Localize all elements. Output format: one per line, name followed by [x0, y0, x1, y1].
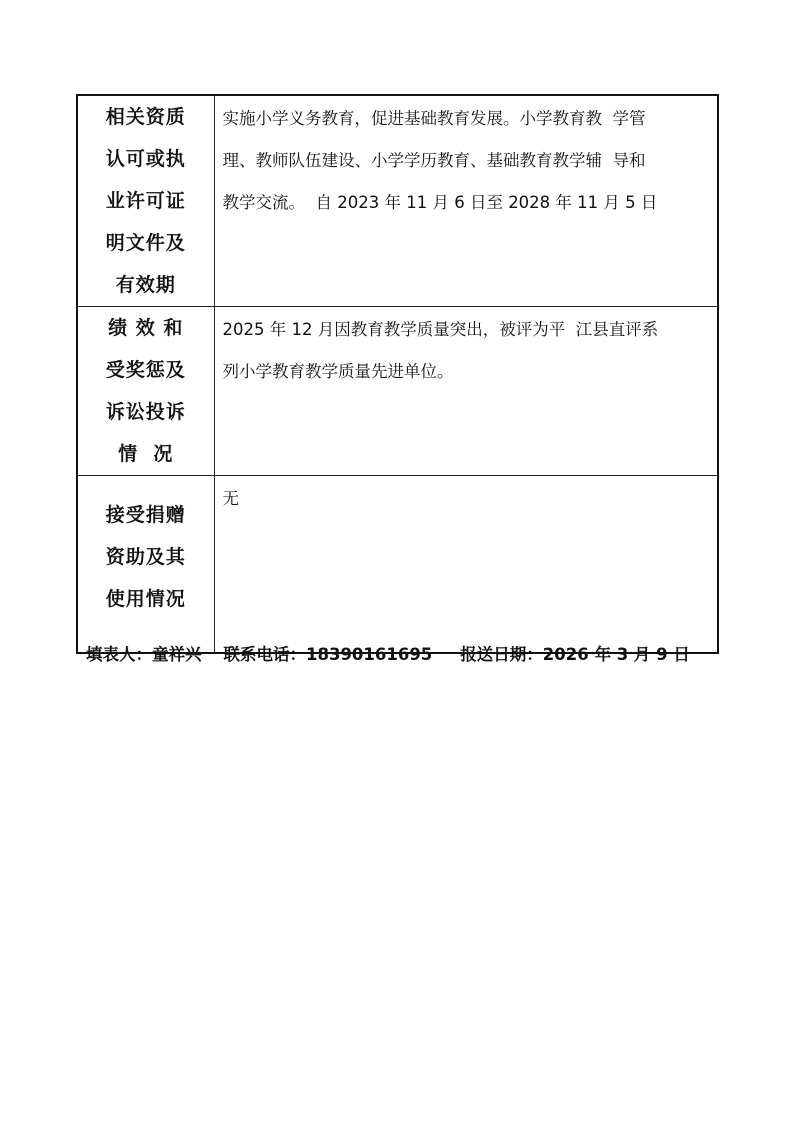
content-line: 教学交流。 自 2023 年 11 月 6 日至 2028 年 11 月 5 日 [222, 193, 658, 212]
content-cell-qualification [214, 95, 718, 307]
label-line: 接受捐赠 [105, 504, 186, 526]
label-line: 受奖惩及 [105, 359, 186, 381]
content-line: 无 [222, 489, 239, 508]
label-cell-donations [77, 476, 214, 654]
report-footer [86, 640, 690, 670]
content-line: 理、教师队伍建设、小学学历教育、基础教育教学辅 导和 [222, 151, 646, 170]
content-cell-donations [214, 476, 718, 654]
date-value: 2026 年 3 月 9 日 [542, 645, 690, 664]
label-line: 资助及其 [105, 546, 186, 568]
content-line: 2025 年 12 月因教育教学质量突出，被评为平 江县直评系 [222, 320, 659, 339]
phone-number: 18390161695 [306, 645, 433, 664]
report-table [76, 94, 719, 654]
label-line: 使用情况 [105, 588, 186, 610]
phone-label: 联系电话： [223, 645, 306, 664]
label-line: 认可或执 [105, 148, 186, 170]
label-line: 明文件及 [105, 232, 186, 254]
table-row-qualification [77, 95, 718, 307]
label-cell-qualification [77, 95, 214, 307]
table-row-performance [77, 307, 718, 476]
content-line: 实施小学义务教育，促进基础教育发展。小学教育教 学管 [222, 109, 646, 128]
label-line: 诉讼投诉 [105, 401, 186, 423]
label-line: 相关资质 [105, 106, 186, 128]
content-cell-performance [214, 307, 718, 476]
label-line: 业许可证 [105, 190, 186, 212]
date-label: 报送日期： [460, 645, 543, 664]
label-line: 绩 效 和 [108, 317, 184, 339]
table-row-donations [77, 476, 718, 654]
filler-label: 填表人： [86, 645, 152, 664]
label-line: 有效期 [115, 274, 176, 296]
label-line: 情 况 [118, 443, 174, 465]
content-line: 列小学教育教学质量先进单位。 [222, 362, 454, 381]
filler-name: 童祥兴 [152, 645, 202, 664]
label-cell-performance [77, 307, 214, 476]
